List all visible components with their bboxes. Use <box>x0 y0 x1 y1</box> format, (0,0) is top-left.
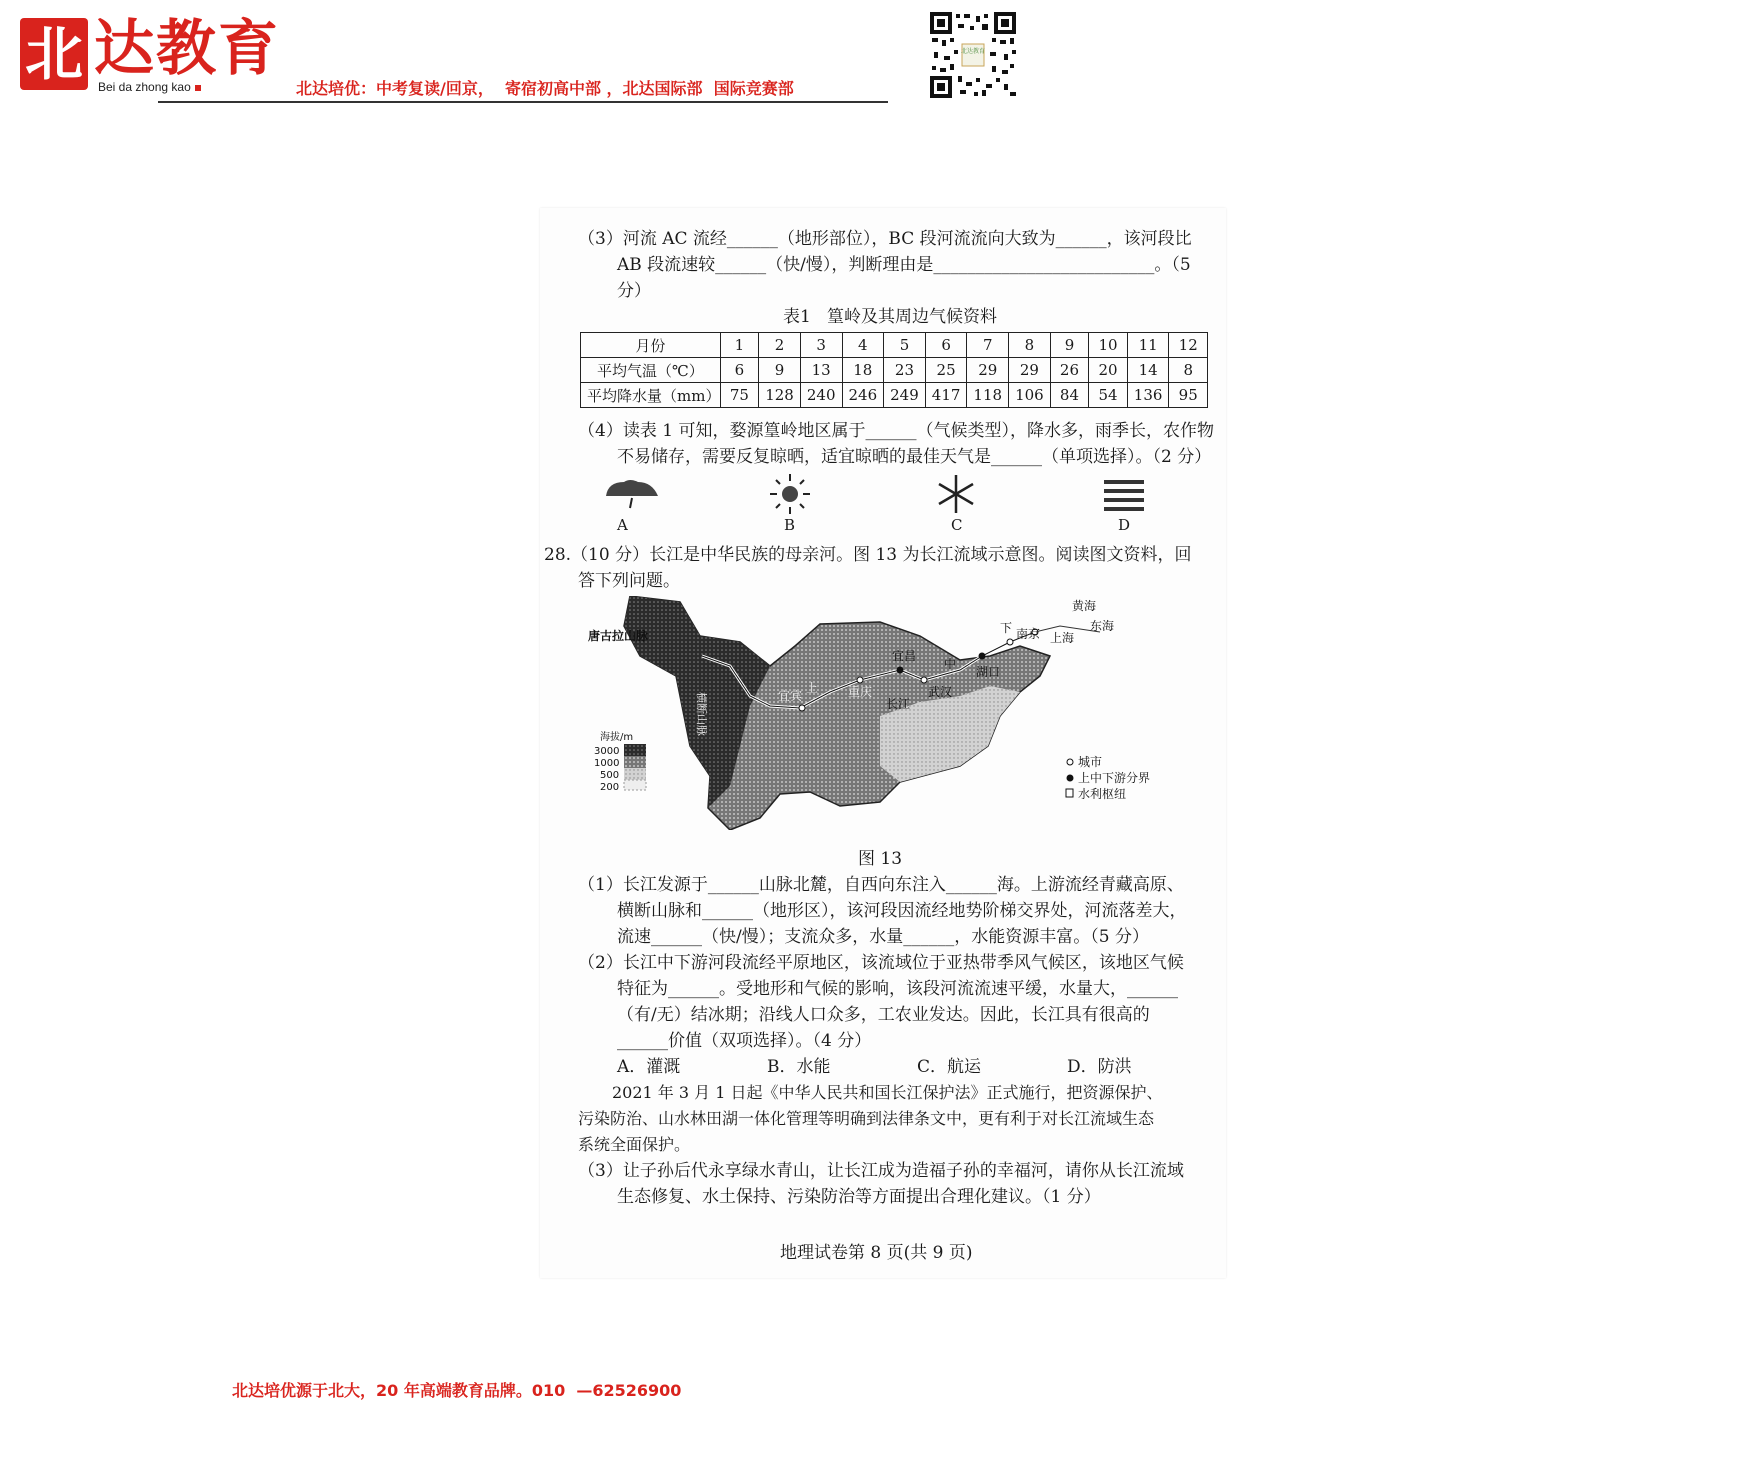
label-yibin: 宜宾 <box>778 689 803 703</box>
q28-3-line2: 生态修复、水土保持、污染防治等方面提出合理化建议。（1 分） <box>617 1187 1101 1207</box>
label-upper: 上 <box>806 681 819 695</box>
month-cell: 6 <box>925 333 967 358</box>
month-cell: 4 <box>842 333 884 358</box>
legend-city: 城市 <box>1078 755 1103 769</box>
month-cell: 8 <box>1009 333 1051 358</box>
label-east-sea: 东海 <box>1090 619 1115 633</box>
legend-swatch <box>624 780 646 790</box>
legend-value: 500 <box>600 770 620 781</box>
city-marker <box>799 705 805 711</box>
month-cell: 10 <box>1089 333 1128 358</box>
label-lower: 下 <box>1000 621 1013 635</box>
option-label-c: C <box>951 516 963 534</box>
logo-text: 达教育 <box>94 14 280 84</box>
month-cell: 5 <box>884 333 926 358</box>
qr-code-icon <box>930 12 1016 98</box>
choice-a: A．灌溉 <box>617 1057 681 1077</box>
passage-line1: 2021 年 3 月 1 日起《中华人民共和国长江保护法》正式施行，把资源保护、 <box>612 1083 1163 1102</box>
fog-icon <box>1100 478 1148 512</box>
temp-cell: 6 <box>720 358 759 383</box>
qr-caption: 北达教育 <box>960 48 986 55</box>
month-cell: 7 <box>967 333 1009 358</box>
temp-cell: 29 <box>1009 358 1051 383</box>
choice-b: B．水能 <box>767 1057 831 1077</box>
label-shanghai: 上海 <box>1050 631 1075 645</box>
yangtze-basin-map <box>580 596 1190 830</box>
precip-cell: 75 <box>720 383 759 408</box>
header-divider <box>158 101 888 103</box>
label-yellow-sea: 黄海 <box>1072 599 1097 613</box>
temp-cell: 26 <box>1050 358 1089 383</box>
table-caption: 表1 篁岭及其周边气候资料 <box>783 307 998 327</box>
label-tanggula: 唐古拉山脉 <box>588 629 649 643</box>
row-label-month: 月份 <box>581 333 721 358</box>
label-wuhan: 武汉 <box>928 685 953 699</box>
temp-cell: 23 <box>884 358 926 383</box>
precip-cell: 118 <box>967 383 1009 408</box>
logo-mark: 北 <box>20 18 88 90</box>
city-marker <box>921 677 927 683</box>
q27-4-line2: 不易储存，需要反复晾晒，适宜晾晒的最佳天气是______（单项选择）。（2 分） <box>617 447 1212 467</box>
temp-cell: 20 <box>1089 358 1128 383</box>
q27-3-line1: （3）河流 AC 流经______（地形部位），BC 段河流流向大致为______，该河段比 <box>578 229 1192 249</box>
promo-footer: 北达培优源于北大，20 年高端教育品牌。010 —62526900 <box>232 1381 682 1400</box>
q27-3-line3: 分） <box>617 281 651 301</box>
city-marker <box>857 677 863 683</box>
elevation-legend-title: 海拔/m <box>600 732 634 743</box>
precip-cell: 54 <box>1089 383 1128 408</box>
sun-icon <box>768 472 812 516</box>
exam-page-number: 地理试卷第 8 页(共 9 页) <box>780 1243 973 1263</box>
legend-value: 3000 <box>594 746 620 757</box>
precip-cell: 95 <box>1169 383 1208 408</box>
option-label-b: B <box>784 516 796 534</box>
q28-2-line3: （有/无）结冰期；沿线人口众多，工农业发达。因此，长江具有很高的 <box>617 1005 1150 1025</box>
legend-swatch <box>624 756 646 768</box>
label-yichang: 宜昌 <box>892 649 917 663</box>
logo-dot <box>195 85 201 91</box>
boundary-legend-icon <box>1067 775 1074 782</box>
table-row-month <box>581 333 1208 358</box>
rain-icon <box>602 476 662 512</box>
logo-subtitle-text: Bei da zhong kao <box>98 80 191 94</box>
month-cell: 3 <box>800 333 842 358</box>
label-hukou: 湖口 <box>976 665 1001 679</box>
q28-line1: 28.（10 分）长江是中华民族的母亲河。图 13 为长江流域示意图。阅读图文资料，回 <box>544 545 1192 565</box>
q28-line2: 答下列问题。 <box>578 571 680 591</box>
label-jiang: 长江 <box>886 697 911 711</box>
month-cell: 2 <box>759 333 801 358</box>
label-hengduan: 横断山脉 <box>695 692 708 736</box>
passage-line3: 系统全面保护。 <box>578 1135 691 1154</box>
climate-table <box>580 332 1208 408</box>
month-cell: 11 <box>1127 333 1169 358</box>
boundary-marker <box>979 653 986 660</box>
precip-cell: 249 <box>884 383 926 408</box>
city-legend-icon <box>1067 759 1073 765</box>
option-label-a: A <box>617 516 628 534</box>
month-cell: 12 <box>1169 333 1208 358</box>
legend-boundary: 上中下游分界 <box>1078 771 1151 785</box>
table-row-temperature <box>581 358 1208 383</box>
city-marker <box>1007 639 1013 645</box>
table-row-precipitation <box>581 383 1208 408</box>
q27-4-line1: （4）读表 1 可知，婺源篁岭地区属于______（气候类型），降水多，雨季长，农作物 <box>578 421 1214 441</box>
temp-cell: 13 <box>800 358 842 383</box>
choice-c: C．航运 <box>917 1057 982 1077</box>
precip-cell: 84 <box>1050 383 1089 408</box>
label-middle: 中 <box>944 657 957 671</box>
temp-cell: 18 <box>842 358 884 383</box>
q28-3-line1: （3）让子孙后代永享绿水青山，让长江成为造福子孙的幸福河，请你从长江流域 <box>578 1161 1184 1181</box>
month-cell: 1 <box>720 333 759 358</box>
q27-3-line2: AB 段流速较______（快/慢），判断理由是__________________________。（5 <box>617 255 1191 275</box>
snow-icon <box>934 472 978 516</box>
legend-swatch <box>624 768 646 780</box>
row-label-temperature: 平均气温（℃） <box>581 358 721 383</box>
temp-cell: 25 <box>925 358 967 383</box>
logo-subtitle <box>98 80 201 94</box>
temp-cell: 29 <box>967 358 1009 383</box>
precip-cell: 240 <box>800 383 842 408</box>
legend-value: 1000 <box>594 758 620 769</box>
precip-cell: 246 <box>842 383 884 408</box>
legend-dam: 水利枢纽 <box>1078 787 1127 801</box>
precip-cell: 136 <box>1127 383 1169 408</box>
q28-1-line3: 流速______（快/慢）；支流众多，水量______，水能资源丰富。（5 分） <box>617 927 1149 947</box>
label-chongqing: 重庆 <box>848 685 873 699</box>
temp-cell: 9 <box>759 358 801 383</box>
passage-line2: 污染防治、山水林田湖一体化管理等明确到法律条文中，更有利于对长江流域生态 <box>578 1109 1155 1128</box>
label-nanjing: 南京 <box>1016 627 1041 641</box>
q28-1-line1: （1）长江发源于______山脉北麓，自西向东注入______海。上游流经青藏高原、 <box>578 875 1184 895</box>
temp-cell: 14 <box>1127 358 1169 383</box>
header-slogan: 北达培优：中考复读/回京， 寄宿初高中部 ，北达国际部 国际竞赛部 <box>296 79 794 98</box>
q28-2-line1: （2）长江中下游河段流经平原地区，该流域位于亚热带季风气候区，该地区气候 <box>578 953 1184 973</box>
boundary-marker <box>897 667 904 674</box>
q28-1-line2: 横断山脉和______（地形区），该河段因流经地势阶梯交界处，河流落差大， <box>617 901 1187 921</box>
precip-cell: 417 <box>925 383 967 408</box>
figure-caption: 图 13 <box>858 849 903 869</box>
month-cell: 9 <box>1050 333 1089 358</box>
temp-cell: 8 <box>1169 358 1208 383</box>
option-label-d: D <box>1118 516 1131 534</box>
legend-value: 200 <box>600 782 620 793</box>
choice-d: D．防洪 <box>1067 1057 1132 1077</box>
precip-cell: 106 <box>1009 383 1051 408</box>
q28-2-line4: ______价值（双项选择）。（4 分） <box>617 1031 872 1051</box>
legend-swatch <box>624 744 646 756</box>
q28-2-line2: 特征为______。受地形和气候的影响，该段河流流速平缓，水量大，______ <box>617 979 1178 999</box>
dam-legend-icon <box>1066 789 1073 797</box>
precip-cell: 128 <box>759 383 801 408</box>
row-label-precipitation: 平均降水量（mm） <box>581 383 721 408</box>
